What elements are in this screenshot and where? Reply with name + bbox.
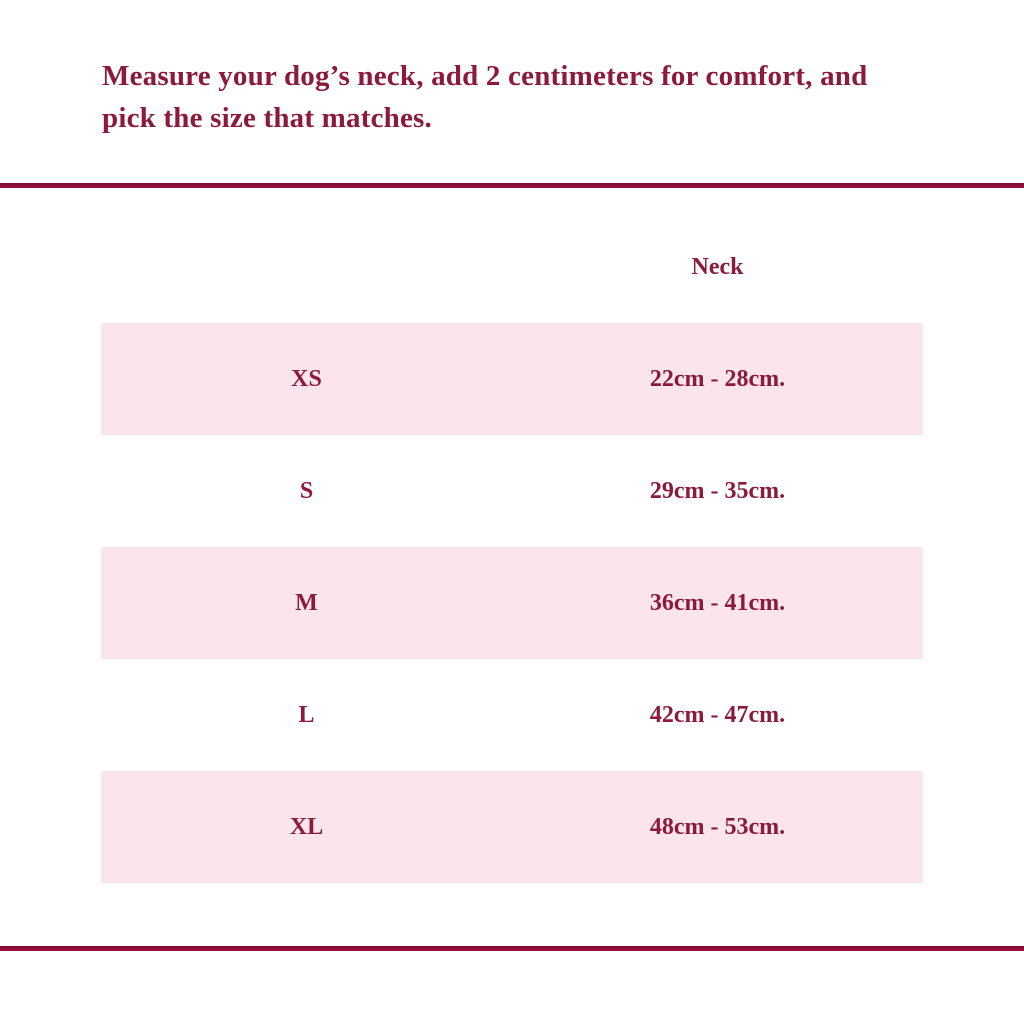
neck-range-cell: 36cm - 41cm.	[649, 590, 786, 616]
neck-range-cell: 22cm - 28cm.	[649, 366, 786, 392]
size-cell: M	[295, 590, 318, 616]
page-title-line-2: pick the size that matches.	[102, 102, 432, 134]
table-row-m	[101, 547, 923, 659]
table-row-xl	[101, 771, 923, 883]
page-title	[102, 55, 962, 139]
table-row-xs	[101, 323, 923, 435]
size-cell: XL	[289, 814, 324, 840]
neck-range-cell: 48cm - 53cm.	[649, 814, 786, 840]
bottom-divider	[0, 946, 1024, 951]
table-row-l	[101, 659, 923, 771]
table-header-row	[101, 211, 923, 323]
top-divider	[0, 183, 1024, 188]
neck-range-cell: 42cm - 47cm.	[649, 702, 786, 728]
size-cell: L	[298, 702, 315, 728]
size-cell: XS	[291, 366, 322, 392]
size-guide-table	[101, 211, 923, 883]
page-title-line-1: Measure your dog’s neck, add 2 centimeters for comfort, and	[102, 60, 868, 92]
table-row-s	[101, 435, 923, 547]
neck-column-header: Neck	[691, 254, 744, 280]
size-cell: S	[299, 478, 314, 504]
neck-range-cell: 29cm - 35cm.	[649, 478, 786, 504]
